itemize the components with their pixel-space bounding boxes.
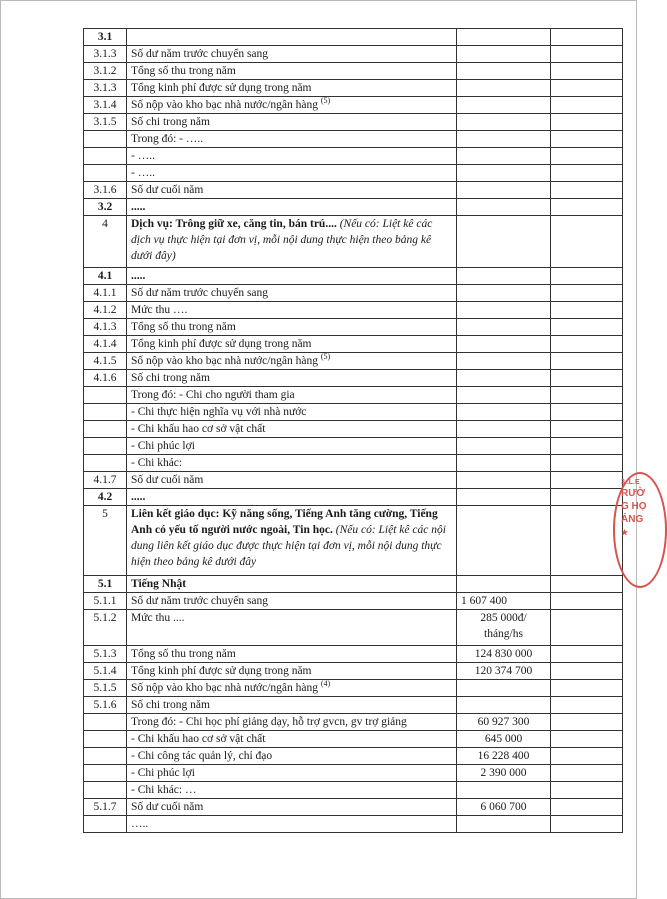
content-text: Số dư năm trước chuyển sang [131,287,269,299]
amount-value-2 [551,421,623,438]
table-row [84,646,623,663]
row-content [127,336,457,353]
seal-text: ÁNG [621,514,644,525]
table-row [84,97,623,114]
content-text: Mức thu .... [131,612,185,624]
row-content [127,199,457,216]
amount-value [457,455,551,472]
amount-value: 16 228 400 [457,748,551,765]
amount-value-2 [551,697,623,714]
row-content [127,182,457,199]
row-number: 4.1.4 [84,336,127,353]
table-row [84,353,623,370]
content-text: Số nộp vào kho bạc nhà nước/ngân hàng [131,99,321,111]
row-number [84,714,127,731]
amount-value-2 [551,114,623,131]
table-row [84,576,623,593]
row-number: 3.1.5 [84,114,127,131]
row-content [127,421,457,438]
content-text: Tổng số thu trong năm [131,321,236,333]
row-content [127,816,457,833]
content-text: Tiếng Nhật [131,578,187,590]
content-text: - Chi phúc lợi [131,440,195,452]
content-text: - ….. [131,167,155,179]
amount-value [457,576,551,593]
amount-value-2 [551,46,623,63]
table-row [84,680,623,697]
content-text: Số chi trong năm [131,372,210,384]
amount-value-2 [551,799,623,816]
amount-value-2 [551,748,623,765]
content-text: ..... [131,491,146,503]
amount-value-2 [551,29,623,46]
amount-value [457,302,551,319]
amount-value [457,816,551,833]
amount-value [457,697,551,714]
table-row [84,489,623,506]
amount-value [457,489,551,506]
row-number [84,748,127,765]
table-row [84,799,623,816]
content-text: Tổng số thu trong năm [131,65,236,77]
row-content [127,46,457,63]
amount-value [457,782,551,799]
amount-value: 285 000đ/ tháng/hs [457,610,551,646]
table-row [84,610,623,646]
amount-value [457,216,551,268]
table-row [84,114,623,131]
table-row [84,438,623,455]
table-row [84,80,623,97]
row-content [127,148,457,165]
amount-value-2 [551,387,623,404]
amount-value [457,370,551,387]
content-text: - Chi công tác quản lý, chỉ đạo [131,750,273,762]
footnote-ref: (5) [320,96,331,106]
row-content [127,285,457,302]
table-row [84,336,623,353]
table-row [84,816,623,833]
amount-value-2 [551,731,623,748]
table-row [84,216,623,268]
row-number: 4.1.6 [84,370,127,387]
amount-value-2 [551,63,623,80]
official-red-seal [613,472,667,588]
row-number [84,421,127,438]
table-row [84,148,623,165]
row-number: 3.2 [84,199,127,216]
amount-value-2 [551,353,623,370]
row-number [84,782,127,799]
amount-value [457,199,551,216]
amount-value: 645 000 [457,731,551,748]
row-content [127,697,457,714]
table-row [84,421,623,438]
row-content [127,455,457,472]
row-content [127,404,457,421]
row-content [127,472,457,489]
seal-text: ★ [621,528,629,537]
amount-value-2 [551,680,623,697]
table-row [84,285,623,302]
row-content [127,29,457,46]
row-content [127,714,457,731]
amount-value-2 [551,816,623,833]
table-row [84,731,623,748]
amount-value-2 [551,199,623,216]
content-text: Trong đó: - ….. [131,133,204,145]
table-row [84,765,623,782]
amount-value [457,680,551,697]
amount-value-2 [551,216,623,268]
amount-value [457,114,551,131]
table-row [84,302,623,319]
amount-value-2 [551,97,623,114]
seal-text: RƯỜ [621,488,646,499]
row-content [127,114,457,131]
amount-value-2 [551,576,623,593]
row-content [127,302,457,319]
content-text: Tổng kinh phí được sử dụng trong năm [131,665,312,677]
content-text: (Nếu có: Liệt kê các nội dung liên kết giáo dục được thực hiện tại đơn vị, mỗi nội dung thực hiện theo bảng kê dưới đây [131,524,446,568]
table-row [84,472,623,489]
amount-value-2 [551,370,623,387]
table-row [84,404,623,421]
seal-text: 3..L.E [621,479,640,486]
row-number [84,148,127,165]
amount-value-2 [551,302,623,319]
amount-value [457,29,551,46]
amount-value [457,131,551,148]
amount-value: 124 830 000 [457,646,551,663]
row-content [127,576,457,593]
row-number: 4.1.2 [84,302,127,319]
amount-value-2 [551,765,623,782]
row-content [127,782,457,799]
content-text: Số dư năm trước chuyển sang [131,48,269,60]
table-row [84,182,623,199]
content-text: - Chi khấu hao cơ sở vật chất [131,733,266,745]
content-text: Dịch vụ: Trông giữ xe, căng tin, bán trú.... [131,218,340,230]
row-number: 3.1.2 [84,63,127,80]
amount-value-2 [551,455,623,472]
table-row [84,455,623,472]
row-content [127,370,457,387]
amount-value: 120 374 700 [457,663,551,680]
amount-value [457,336,551,353]
row-content [127,646,457,663]
content-text: Tổng kinh phí được sử dụng trong năm [131,82,312,94]
content-text: Số dư cuối năm [131,801,204,813]
row-content [127,216,457,268]
amount-value-2 [551,319,623,336]
row-content [127,268,457,285]
amount-value [457,506,551,576]
amount-value-2 [551,646,623,663]
row-number: 3.1 [84,29,127,46]
row-content [127,680,457,697]
row-number [84,455,127,472]
amount-value [457,421,551,438]
amount-value [457,438,551,455]
row-number: 4.1.3 [84,319,127,336]
amount-value-2 [551,489,623,506]
row-number [84,765,127,782]
table-row [84,506,623,576]
table-row [84,131,623,148]
table-row [84,29,623,46]
finance-report-table [83,28,623,833]
content-text: Tổng số thu trong năm [131,648,236,660]
row-number: 5.1.7 [84,799,127,816]
table-row [84,782,623,799]
content-text: Số dư cuối năm [131,184,204,196]
content-text: Tổng kinh phí được sử dụng trong năm [131,338,312,350]
row-number: 4.1.1 [84,285,127,302]
content-text: - Chi khác: [131,457,183,469]
amount-value [457,285,551,302]
amount-value-2 [551,472,623,489]
table-row [84,199,623,216]
amount-value-2 [551,782,623,799]
content-text: Số chi trong năm [131,116,210,128]
row-content [127,387,457,404]
content-text: - Chi khấu hao cơ sở vật chất [131,423,266,435]
amount-value-2 [551,663,623,680]
footnote-ref: (5) [320,352,331,362]
row-content [127,489,457,506]
amount-value-2 [551,404,623,421]
amount-value [457,387,551,404]
amount-value [457,80,551,97]
amount-value [457,165,551,182]
row-number [84,131,127,148]
content-text: ….. [131,818,149,830]
table-row [84,748,623,765]
row-number: 3.1.3 [84,80,127,97]
row-number: 4.2 [84,489,127,506]
row-content [127,97,457,114]
amount-value-2 [551,336,623,353]
content-text: - Chi khác: … [131,784,197,796]
amount-value [457,472,551,489]
row-content [127,731,457,748]
amount-value [457,353,551,370]
content-text: ..... [131,201,146,213]
amount-value [457,46,551,63]
row-number: 5.1.5 [84,680,127,697]
table-row [84,63,623,80]
row-number: 5 [84,506,127,576]
table-row [84,593,623,610]
row-number: 4 [84,216,127,268]
table-row [84,370,623,387]
row-number [84,404,127,421]
amount-value: 60 927 300 [457,714,551,731]
row-number: 5.1.2 [84,610,127,646]
content-text: Liên kết giáo dục: Kỹ năng sống, Tiếng Anh tăng cường, Tiếng Anh có yếu tố người nước ngoài, Tin học. [131,508,438,536]
row-number: 4.1.5 [84,353,127,370]
row-content [127,63,457,80]
amount-value [457,97,551,114]
table-row [84,663,623,680]
row-number: 3.1.6 [84,182,127,199]
amount-value [457,268,551,285]
row-content [127,799,457,816]
amount-value-2 [551,610,623,646]
amount-value-2 [551,438,623,455]
row-number [84,438,127,455]
amount-value: 1 607 400 [457,593,551,610]
row-number: 4.1.7 [84,472,127,489]
table-row [84,697,623,714]
row-content [127,131,457,148]
row-content [127,438,457,455]
amount-value-2 [551,80,623,97]
seal-text: G HỌ [621,501,647,512]
row-content [127,663,457,680]
amount-value [457,148,551,165]
row-content [127,593,457,610]
content-text: Số dư năm trước chuyển sang [131,595,269,607]
row-number: 5.1.3 [84,646,127,663]
content-text: Số nộp vào kho bạc nhà nước/ngân hàng [131,682,321,694]
content-text: Trong đó: - Chi cho người tham gia [131,389,295,401]
amount-value-2 [551,165,623,182]
row-content [127,353,457,370]
row-number: 3.1.3 [84,46,127,63]
amount-value-2 [551,148,623,165]
content-text: Mức thu …. [131,304,188,316]
table-row [84,714,623,731]
table-row [84,387,623,404]
row-content [127,165,457,182]
row-content [127,748,457,765]
table-row [84,165,623,182]
content-text: ..... [131,270,146,282]
row-content [127,506,457,576]
amount-value [457,63,551,80]
amount-value-2 [551,714,623,731]
content-text: - ….. [131,150,155,162]
content-text: Số dư cuối năm [131,474,204,486]
amount-value-2 [551,182,623,199]
table-row [84,268,623,285]
amount-value-2 [551,593,623,610]
row-number: 5.1 [84,576,127,593]
amount-value-2 [551,131,623,148]
row-number [84,816,127,833]
row-number [84,731,127,748]
amount-value: 6 060 700 [457,799,551,816]
content-text: - Chi phúc lợi [131,767,195,779]
row-content [127,80,457,97]
row-number: 4.1 [84,268,127,285]
amount-value [457,319,551,336]
amount-value [457,404,551,421]
content-text: Số chi trong năm [131,699,210,711]
amount-value-2 [551,506,623,576]
table-row [84,46,623,63]
row-content [127,319,457,336]
table-body [84,29,623,833]
row-number: 5.1.1 [84,593,127,610]
row-number: 3.1.4 [84,97,127,114]
row-content [127,765,457,782]
row-content [127,610,457,646]
amount-value-2 [551,285,623,302]
amount-value-2 [551,268,623,285]
amount-value: 2 390 000 [457,765,551,782]
content-text: - Chi thực hiện nghĩa vụ với nhà nước [131,406,307,418]
content-text: Trong đó: - Chi học phí giảng dạy, hỗ trợ gvcn, gv trợ giảng [131,716,407,728]
row-number: 5.1.4 [84,663,127,680]
row-number [84,387,127,404]
footnote-ref: (4) [320,679,331,689]
table-row [84,319,623,336]
row-number [84,165,127,182]
amount-value [457,182,551,199]
content-text: (Nếu có: Liệt kê các dịch vụ thực hiện tại đơn vị, mỗi nội dung thực hiện theo bảng kê dưới đây) [131,218,433,262]
content-text: Số nộp vào kho bạc nhà nước/ngân hàng [131,355,321,367]
row-number: 5.1.6 [84,697,127,714]
